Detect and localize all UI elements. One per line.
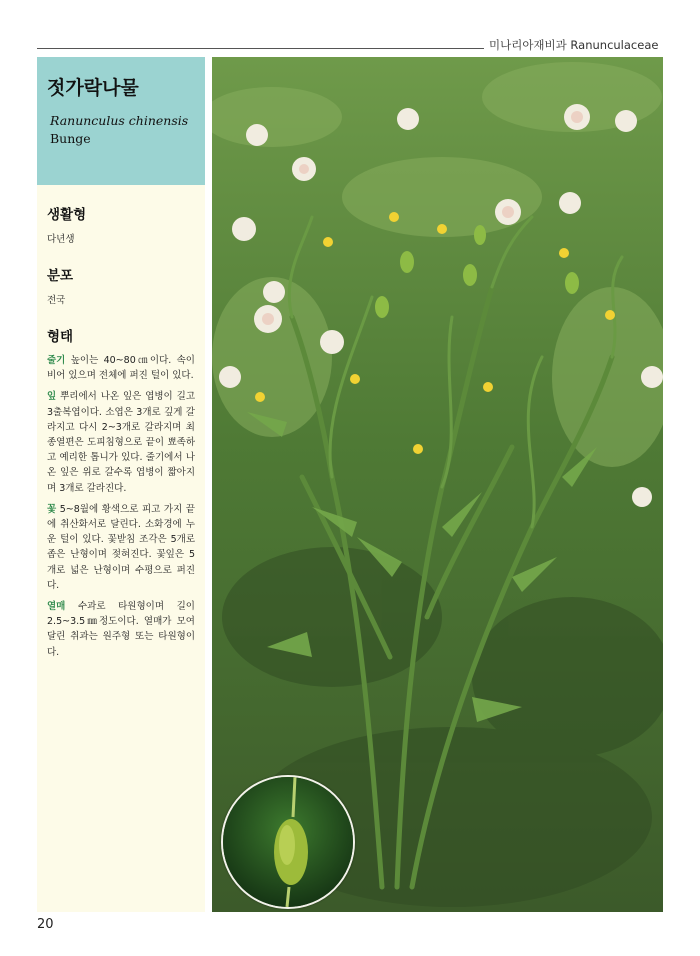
flower-text: 5~8월에 황색으로 피고 가지 끝에 취산화서로 달린다. 소화경에 누운 털이 있다. 꽃받침 조각은 5개로 좁은 난형이며 젖혀진다. 꽃잎은 5개로 넓은 난형이며 수평으로 퍼진다. [47,503,195,591]
distribution-text: 전국 [47,295,66,306]
species-scientific-name: Ranunculus chinensis [50,113,189,128]
page-number: 20 [37,917,54,932]
morphology-leaf [47,389,195,495]
species-title-box [37,57,205,185]
morphology-heading: 형태 [47,329,74,345]
morphology-fruit [47,599,195,660]
stem-term: 줄기 [47,355,66,366]
distribution-heading: 분포 [47,268,74,284]
fruit-inset-illustration [223,777,353,907]
leaf-text: 뿌리에서 나온 잎은 엽병이 길고 3출복엽이다. 소엽은 3개로 깊게 갈라지고 다시 2~3개로 갈라지며 최종열편은 도피침형으로 끝이 뾰족하고 예리한 톱니가 있다. 줄기에서 나온 잎은 위로 갈수록 엽병이 짧아지며 3개로 갈라진다. [47,391,195,494]
species-korean-name: 젓가락나물 [47,77,139,99]
morphology-stem [47,353,195,383]
info-column [37,185,205,912]
flower-term: 꽃 [47,503,57,515]
fruit-text: 수과로 타원형이며 길이 2.5~3.5㎜정도이다. 열매가 모여 달린 취과는 원주형 또는 타원형이다. [47,601,195,658]
header-rule [37,48,484,49]
fruit-inset-photo [221,775,355,909]
stem-text: 높이는 40~80㎝이다. 속이 비어 있으며 전체에 퍼진 털이 있다. [47,355,195,382]
fruit-term: 열매 [47,601,66,613]
leaf-term: 잎 [47,391,57,403]
life-form-heading: 생활형 [47,207,87,223]
species-author: Bunge [50,131,91,146]
family-header: 미나리아재비과 Ranunculaceae [489,38,659,52]
life-form-text: 다년생 [47,234,75,245]
morphology-flower [47,502,195,593]
